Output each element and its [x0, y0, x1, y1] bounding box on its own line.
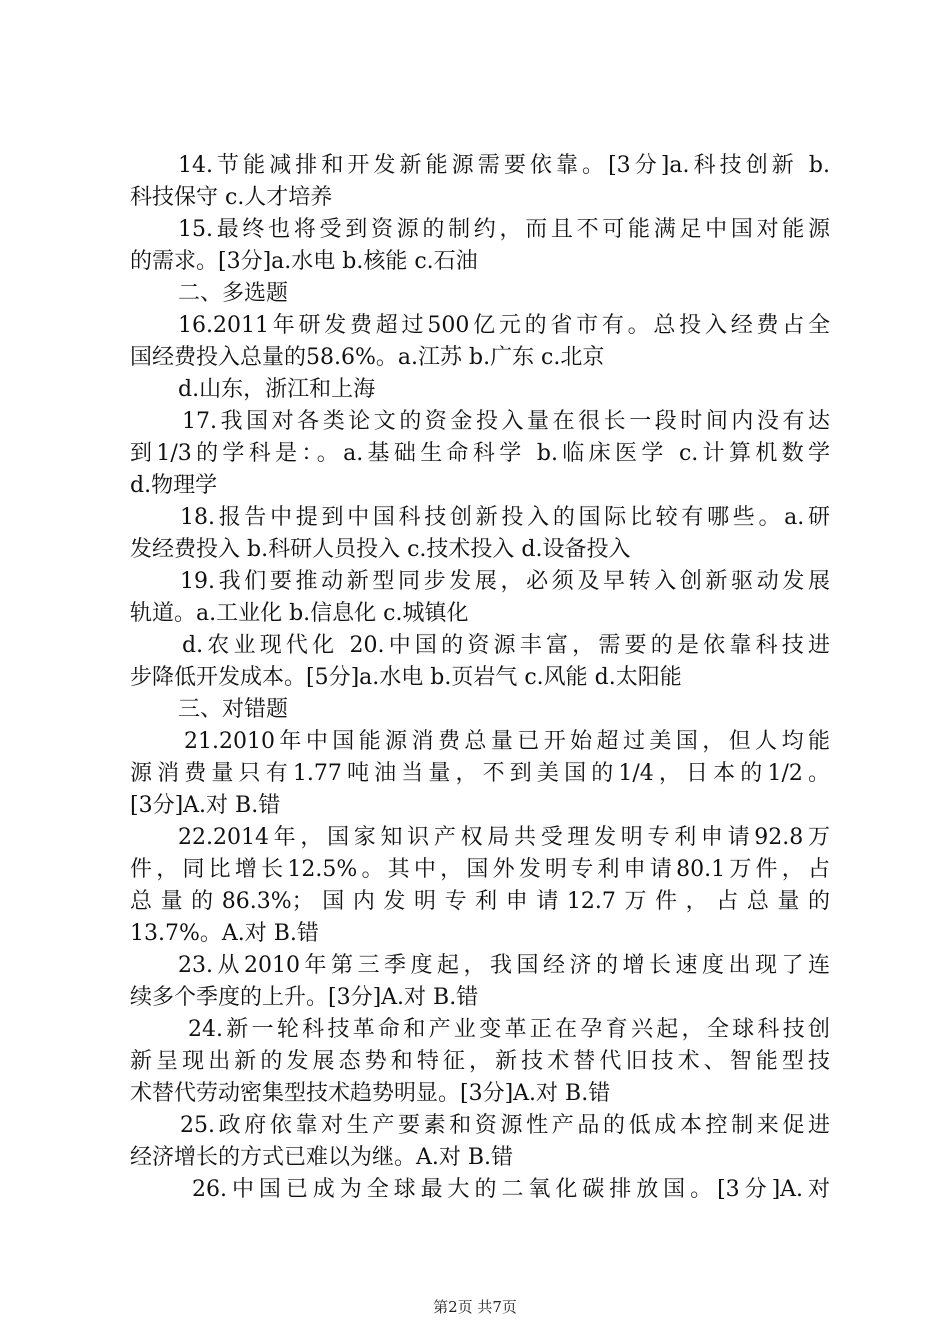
text-line: 步降低开发成本。[5分]a.水电 b.页岩气 c.风能 d.太阳能: [130, 665, 682, 690]
text-line: 术替代劳动密集型技术趋势明显。[3分]A.对 B.错: [130, 1081, 611, 1106]
text-line: 16.2011年研发费超过500亿元的省市有。总投入经费占全: [178, 313, 830, 338]
text-line: 19.我们要推动新型同步发展，必须及早转入创新驱动发展: [180, 569, 830, 594]
text-line: d.物理学: [130, 473, 218, 498]
text-line: 到1/3的学科是：。a.基础生命科学 b.临床医学 c.计算机数学: [130, 441, 830, 466]
text-line: 件，同比增长12.5%。其中，国外发明专利申请80.1万件，占: [130, 857, 830, 882]
text-line: 17.我国对各类论文的资金投入量在很长一段时间内没有达: [182, 409, 830, 434]
text-line: [3分]A.对 B.错: [130, 793, 281, 818]
document-body: [130, 150, 830, 1206]
text-line: 25.政府依靠对生产要素和资源性产品的低成本控制来促进: [180, 1113, 830, 1138]
text-line: 的需求。[3分]a.水电 b.核能 c.石油: [130, 249, 478, 274]
text-line: 新呈现出新的发展态势和特征，新技术替代旧技术、智能型技: [130, 1049, 830, 1074]
text-line: 24.新一轮科技革命和产业变革正在孕育兴起，全球科技创: [188, 1017, 830, 1042]
text-line: 续多个季度的上升。[3分]A.对 B.错: [130, 985, 479, 1010]
text-line: 国经费投入总量的58.6%。a.江苏 b.广东 c.北京: [130, 345, 605, 370]
section-heading: 二、多选题: [178, 281, 289, 306]
page-number-footer: 第2页 共7页: [433, 1298, 517, 1316]
text-line: 15.最终也将受到资源的制约，而且不可能满足中国对能源: [178, 217, 830, 242]
text-line: 总量的86.3%；国内发明专利申请12.7万件，占总量的: [130, 889, 830, 914]
text-line: 23.从2010年第三季度起，我国经济的增长速度出现了连: [178, 953, 830, 978]
section-heading: 三、对错题: [178, 697, 289, 722]
text-line: 22.2014年，国家知识产权局共受理发明专利申请92.8万: [178, 825, 830, 850]
text-line: d.农业现代化 20.中国的资源丰富，需要的是依靠科技进: [182, 633, 830, 658]
text-line: 轨道。a.工业化 b.信息化 c.城镇化: [130, 601, 469, 626]
text-line: 科技保守 c.人才培养: [130, 185, 333, 210]
text-line: 发经费投入 b.科研人员投入 c.技术投入 d.设备投入: [130, 537, 631, 562]
text-line: 18.报告中提到中国科技创新投入的国际比较有哪些。a.研: [180, 505, 830, 530]
text-line: 14.节能减排和开发新能源需要依靠。[3分]a.科技创新 b.: [178, 153, 830, 178]
text-line: 13.7%。A.对 B.错: [130, 921, 319, 946]
text-line: 经济增长的方式已难以为继。A.对 B.错: [130, 1145, 514, 1170]
text-line: 26.中国已成为全球最大的二氧化碳排放国。[3分]A.对: [192, 1177, 830, 1202]
text-line: 源消费量只有1.77吨油当量，不到美国的1/4，日本的1/2。: [130, 761, 830, 786]
text-line: d.山东，浙江和上海: [178, 377, 376, 402]
text-line: 21.2010年中国能源消费总量已开始超过美国，但人均能: [184, 729, 830, 754]
